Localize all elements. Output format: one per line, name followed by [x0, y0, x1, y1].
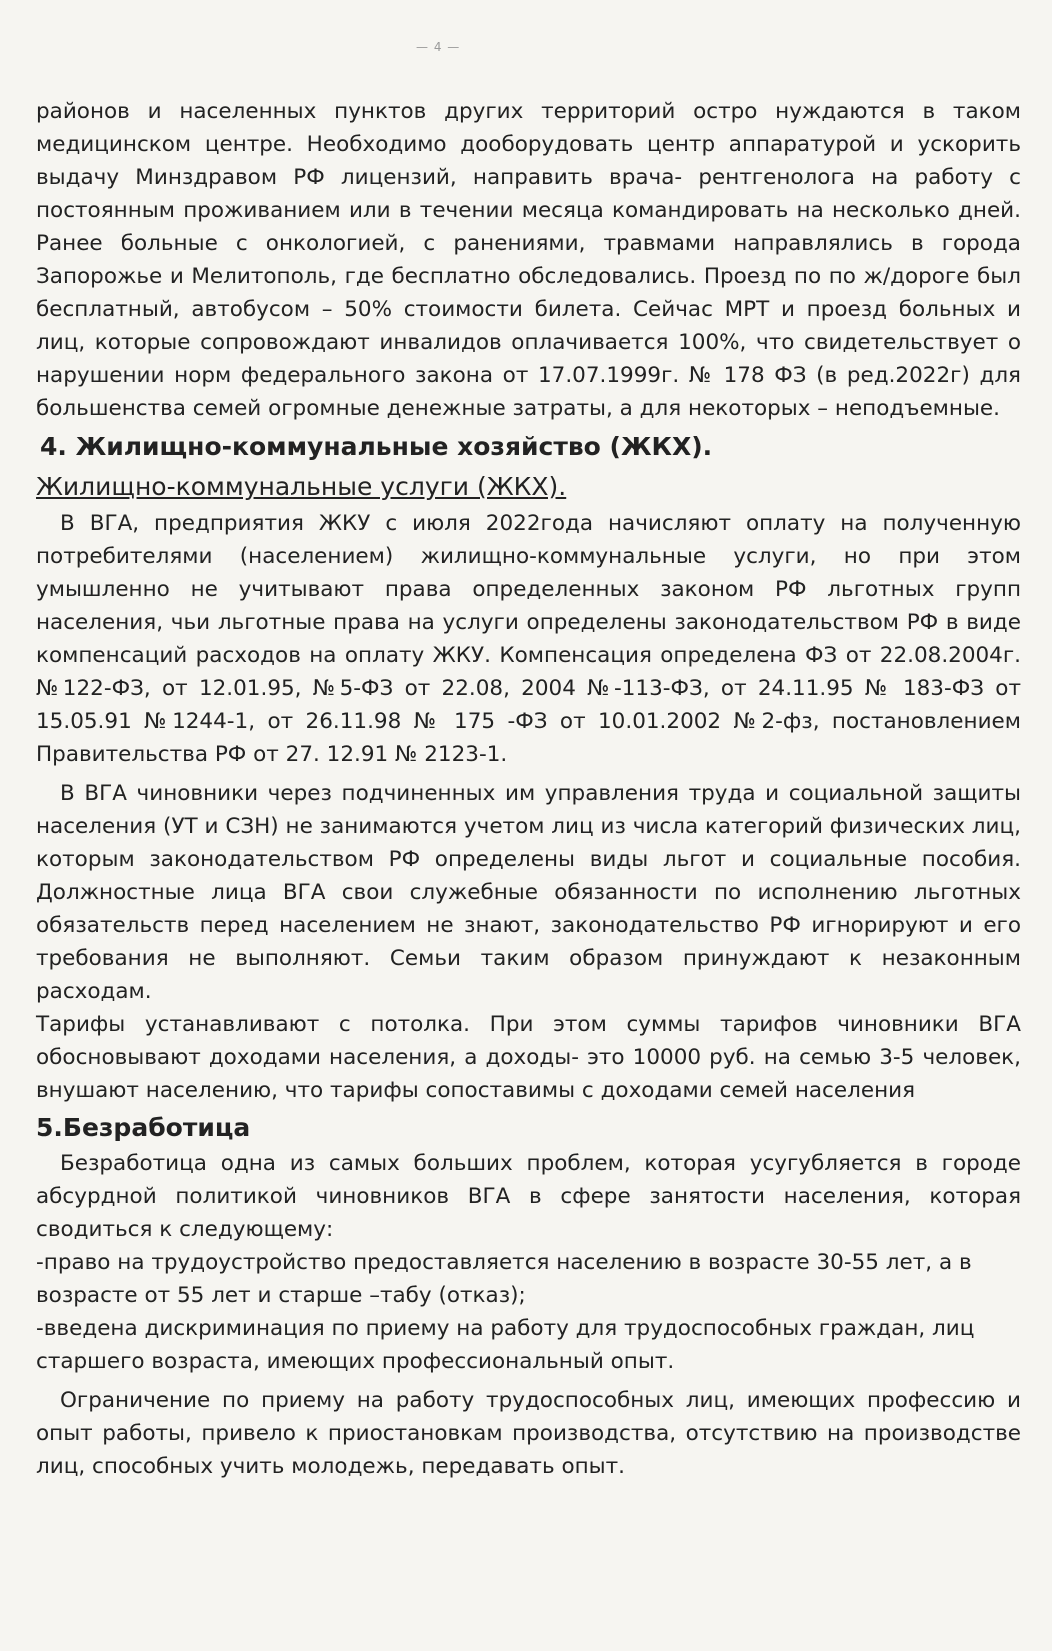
paragraph-unemployment-intro: Безработица одна из самых больших проблем, которая усугубляется в городе абсурдной политикой чиновников ВГА в сфере занятости населения, которая сводиться к следующему: — [36, 1151, 1021, 1242]
section-heading-unemployment: 5.Безработица — [36, 1113, 251, 1142]
document-body — [36, 95, 1021, 1483]
paragraph-housing-payments: В ВГА, предприятия ЖКУ с июля 2022года начисляют оплату на полученную потребителями (населением) жилищно-коммунальные услуги, но при этом умышленно не учитывают права определенных законом РФ льготных групп населения, чьи льготные права на услуги определены законодательством РФ в виде компенсаций расходов на оплату ЖКУ. Компенсация определена ФЗ от 22.08.2004г. №122-ФЗ, от 12.01.95, №5-ФЗ от 22.08, 2004 №-113-ФЗ, от 24.11.95 № 183-ФЗ от 15.05.91 №1244-1, от 26.11.98 № 175 -ФЗ от 10.01.2002 №2-фз, постановлением Правительства РФ от 27. 12.91 № 2123-1. — [36, 511, 1021, 767]
list-item-age-limit: -право на трудоустройство предоставляется населению в возрасте 30-55 лет, а в возрасте от 55 лет и старше –табу (отказ); — [36, 1250, 972, 1308]
list-item-discrimination: -введена дискриминация по приему на работу для трудоспособных граждан, лиц старшего возраста, имеющих профессиональный опыт. — [36, 1316, 975, 1374]
paragraph-officials-social-protection: В ВГА чиновники через подчиненных им управления труда и социальной защиты населения (УТ и СЗН) не занимаются учетом лиц из числа категорий физических лиц, которым законодательством РФ определены виды льгот и социальные пособия. Должностные лица ВГА свои служебные обязанности по исполнению льготных обязательств перед населением не знают, законодательство РФ игнорируют и его требования не выполняют. Семьи таким образом принуждают к незаконным расходам. — [36, 781, 1021, 1004]
document-page — [36, 0, 1021, 1651]
section-subheading-housing-services: Жилищно-коммунальные услуги (ЖКХ). — [36, 472, 567, 501]
paragraph-medical-center: районов и населенных пунктов других территорий остро нуждаются в таком медицинском центре. Необходимо дооборудовать центр аппаратурой и ускорить выдачу Минздравом РФ лицензий, направить врача- рентгенолога на работу с постоянным проживанием или в течении месяца командировать на несколько дней. Ранее больные с онкологией, с ранениями, травмами направлялись в города Запорожье и Мелитополь, где бесплатно обследовались. Проезд по по ж/дороге был бесплатный, автобусом – 50% стоимости билета. Сейчас МРТ и проезд больных и лиц, которые сопровождают инвалидов оплачивается 100%, что свидетельствует о нарушении норм федерального закона от 17.07.1999г. № 178 ФЗ (в ред.2022г) для большенства семей огромные денежные затраты, а для некоторых – неподъемные. — [36, 99, 1021, 421]
paragraph-tariffs: Тарифы устанавливают с потолка. При этом суммы тарифов чиновники ВГА обосновывают доходами населения, а доходы- это 10000 руб. на семью 3-5 человек, внушают населению, что тарифы сопоставимы с доходами семей населения — [36, 1012, 1021, 1103]
page-marker: — 4 — — [416, 40, 461, 54]
section-heading-housing: 4. Жилищно-коммунальные хозяйство (ЖКХ). — [40, 432, 713, 461]
paragraph-hiring-restrictions: Ограничение по приему на работу трудоспособных лиц, имеющих профессию и опыт работы, привело к приостановкам производства, отсутствию на производстве лиц, способных учить молодежь, передавать опыт. — [36, 1388, 1021, 1479]
